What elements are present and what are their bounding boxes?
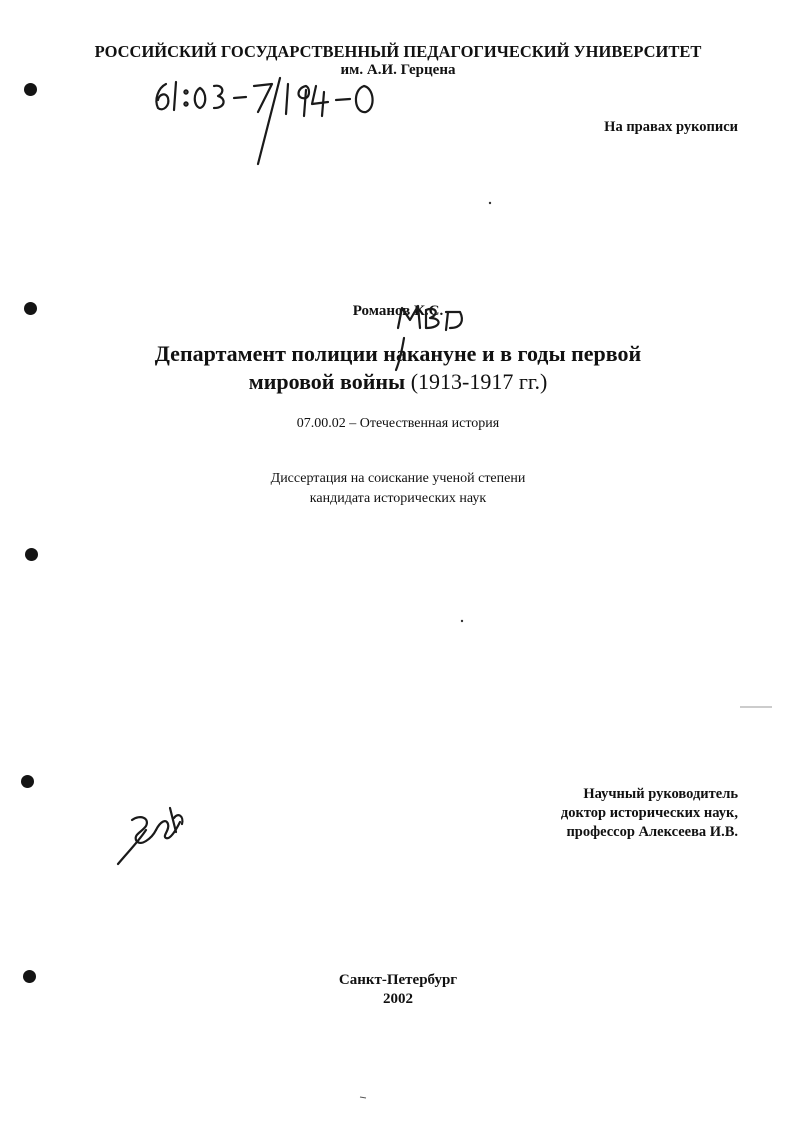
supervisor-role: Научный руководитель — [583, 786, 738, 802]
city: Санкт-Петербург — [338, 972, 458, 988]
rights-note: На правах рукописи — [604, 119, 738, 135]
university-named-after: им. А.И. Герцена — [340, 62, 456, 78]
catalog-number-handwriting — [156, 78, 372, 164]
title-line-1: Департамент полиции накануне и в годы первой — [154, 341, 642, 366]
signature — [118, 808, 182, 864]
supervisor-name: профессор Алексеева И.В. — [566, 824, 738, 840]
supervisor-degree: доктор исторических наук, — [560, 805, 738, 821]
author-name: Романов К.С. — [352, 303, 444, 319]
dissertation-line-2: кандидата исторических наук — [309, 491, 487, 506]
year: 2002 — [383, 991, 413, 1007]
university-name: РОССИЙСКИЙ ГОСУДАРСТВЕННЫЙ ПЕДАГОГИЧЕСКИЙ УНИВЕРСИТЕТ — [94, 42, 702, 61]
specialty-code: 07.00.02 – Отечественная история — [296, 416, 500, 431]
insertion-handwriting — [396, 306, 462, 370]
title-line-2-bold: мировой войны — [248, 369, 406, 394]
dissertation-line-1: Диссертация на соискание ученой степени — [270, 471, 526, 486]
title-line-2-years: (1913-1917 гг.) — [405, 369, 548, 394]
